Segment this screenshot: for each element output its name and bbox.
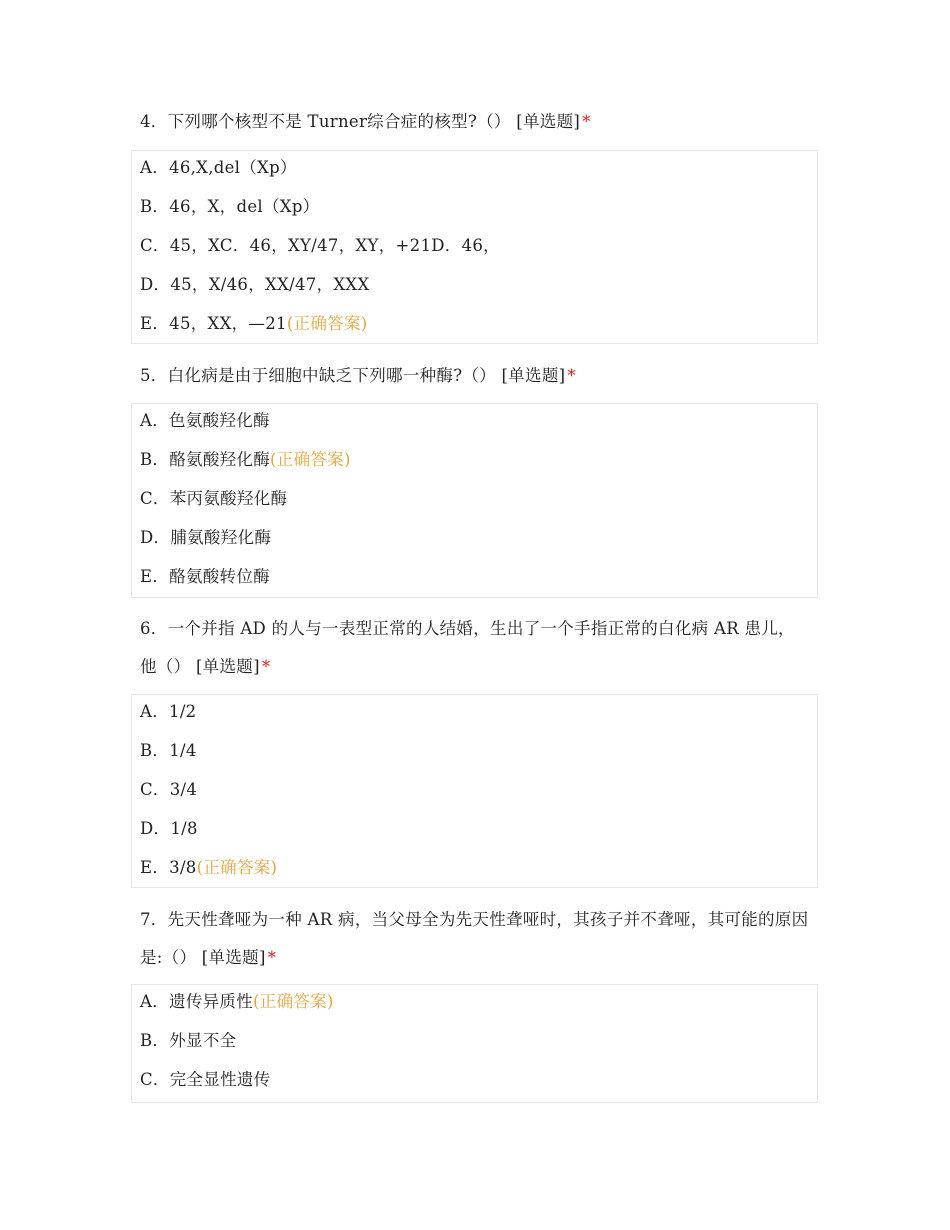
question-5 (140, 357, 810, 395)
required-mark: * (582, 112, 591, 131)
question-text: 5．白化病是由于细胞中缺乏下列哪一种酶?（） [单选题] (140, 366, 566, 385)
option-item[interactable]: B．1/4 (140, 741, 197, 760)
option-item[interactable]: D．脯氨酸羟化酶 (140, 528, 272, 547)
required-mark: * (267, 948, 277, 967)
option-item[interactable]: E．酪氨酸转位酶 (140, 567, 270, 586)
option-item[interactable]: B．外显不全 (140, 1031, 237, 1050)
question-text: 7．先天性聋哑为一种 AR 病，当父母全为先天性聋哑时，其孩子并不聋哑，其可能的原因是:（） [单选题] (140, 910, 809, 967)
option-item[interactable]: D．1/8 (140, 819, 198, 838)
option-item[interactable]: C．3/4 (140, 780, 198, 799)
question-text: 6．一个并指 AD 的人与一表型正常的人结婚，生出了一个手指正常的白化病 AR 患儿，他（） [单选题] (140, 619, 795, 676)
options-box-5 (131, 403, 818, 598)
option-item[interactable]: C．完全显性遗传 (140, 1070, 271, 1089)
correct-answer-label: (正确答案) (286, 314, 368, 333)
option-item[interactable]: B．酪氨酸羟化酶(正确答案) (140, 450, 351, 469)
option-item[interactable]: C．苯丙氨酸羟化酶 (140, 489, 288, 508)
option-item[interactable]: D．45，X/46，XX/47，XXX (140, 275, 370, 294)
correct-answer-label: (正确答案) (270, 450, 351, 469)
question-4 (140, 103, 810, 141)
option-item[interactable]: E．3/8(正确答案) (140, 858, 278, 877)
question-6 (140, 610, 810, 686)
required-mark: * (261, 657, 271, 676)
options-box-4 (131, 150, 818, 344)
option-item[interactable]: A．色氨酸羟化酶 (140, 411, 270, 430)
correct-answer-label: (正确答案) (253, 992, 334, 1011)
option-item[interactable]: A．1/2 (140, 702, 197, 721)
options-box-6 (131, 694, 818, 888)
option-item[interactable]: C．45，XC．46，XY/47，XY，+21D．46， (140, 236, 500, 255)
option-item[interactable]: A．46,X,del（Xp） (140, 158, 297, 177)
option-item[interactable]: B．46，X，del（Xp） (140, 197, 320, 216)
required-mark: * (567, 366, 576, 385)
option-item[interactable]: E．45，XX，—21(正确答案) (140, 314, 368, 333)
options-box-7 (131, 984, 818, 1103)
question-7 (140, 901, 810, 977)
question-text: 4．下列哪个核型不是 Turner综合症的核型?（） [单选题] (140, 112, 581, 131)
correct-answer-label: (正确答案) (196, 858, 278, 877)
option-item[interactable]: A．遗传异质性(正确答案) (140, 992, 334, 1011)
